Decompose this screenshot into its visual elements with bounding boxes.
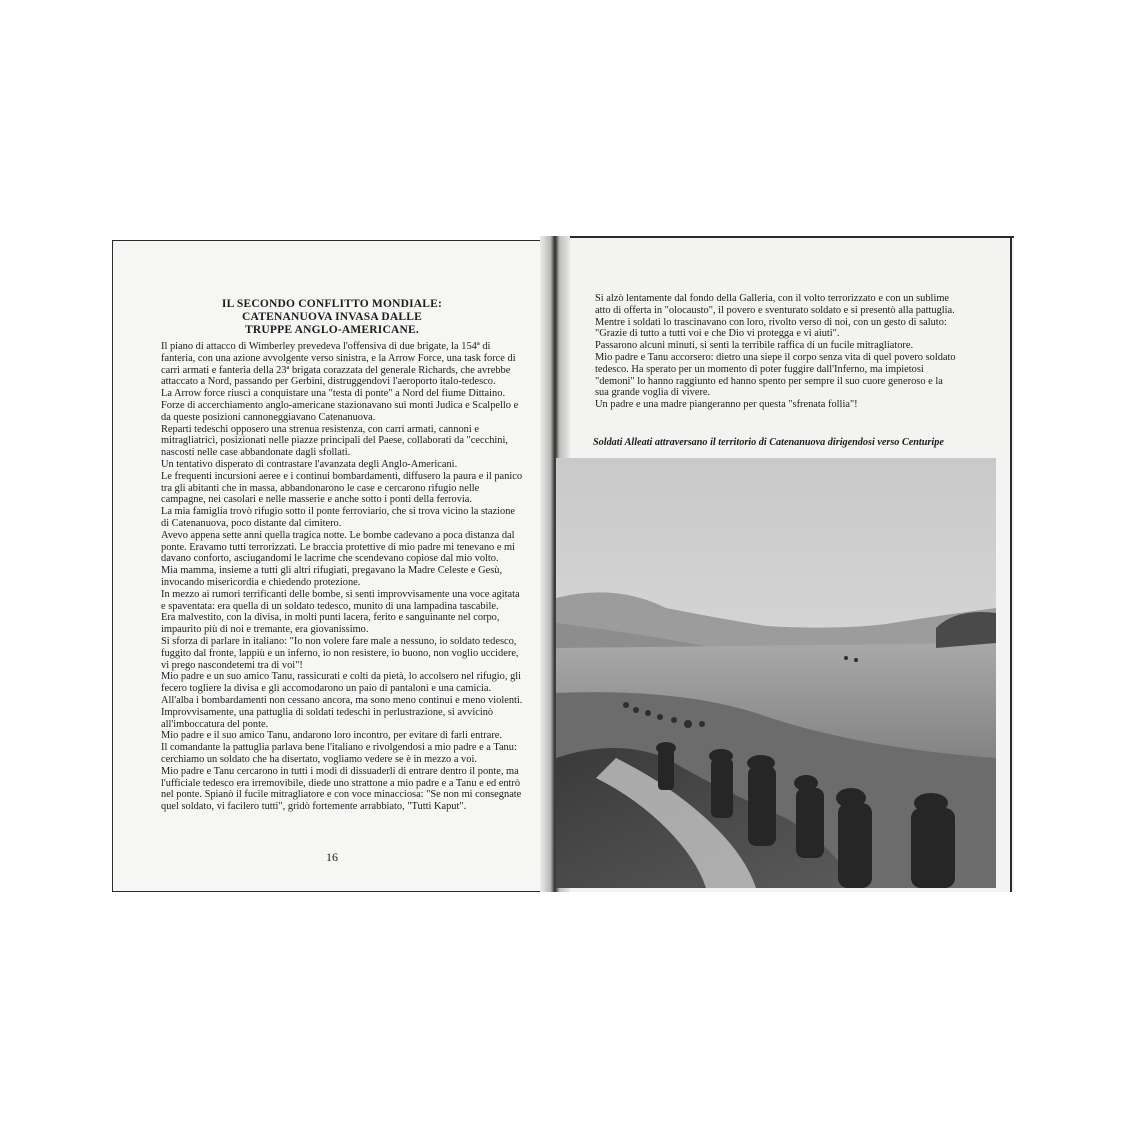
- page-edge: [552, 236, 1014, 238]
- text-line: quel soldato, vi facilero tutti", gridò fortemente arrabbiato, "Tutti Kaput".: [161, 801, 467, 813]
- text-line: tedesco. Ha sperato per un momento di poter fuggire dall'Inferno, ma impietosi: [595, 363, 924, 375]
- text-line: La mia famiglia trovò rifugio sotto il ponte ferroviario, che si trova vicino la stazione: [161, 506, 516, 518]
- text-line: "demoni" lo hanno raggiunto ed hanno spento per sempre il suo cuore generoso e la: [595, 375, 943, 387]
- chapter-title-line: CATENANUOVA INVASA DALLE: [242, 311, 422, 323]
- chapter-title-line: IL SECONDO CONFLITTO MONDIALE:: [221, 298, 443, 310]
- text-line: Si sforza di parlare in italiano: "Io non volere fare male a nessuno, io soldato tedesco,: [161, 636, 517, 647]
- text-line: Mio padre e Tanu accorsero: dietro una siepe il corpo senza vita di quel povero soldato: [595, 352, 956, 363]
- text-line: Si alzò lentamente dal fondo della Galleria, con il volto terrorizzato e con un sublime: [595, 293, 950, 304]
- text-line: Le frequenti incursioni aeree e i continui bombardamenti, diffusero la paura e il panico: [161, 470, 523, 482]
- text-line: Il piano di attacco di Wimberley prevedeva l'offensiva di due brigate, la 154ª di: [161, 341, 491, 352]
- text-line: invocando misericordia e chiedendo protezione.: [161, 577, 361, 588]
- text-line: Reparti tedeschi opposero una strenua resistenza, con carri armati, cannoni e: [161, 423, 479, 435]
- page-number: 16: [326, 850, 338, 864]
- text-line: ponte. Eravamo tutti terrorizzati. Le braccia protettive di mio padre mi tenevano e mi: [161, 541, 516, 553]
- text-line: l'ufficiale tedesco era irremovibile, diede uno strattone a mio padre e a Tanu e ed entrò: [161, 777, 521, 789]
- text-line: Un padre e una madre piangeranno per questa "sfrenata follia"!: [595, 399, 858, 411]
- text-line: fanteria, con una azione avvolgente verso sinistra, e la Arrow Force, una task force di: [161, 352, 516, 364]
- page-edge: [1010, 236, 1012, 892]
- text-line: vi prego nascondetemi tra di voi"!: [161, 659, 303, 671]
- text-line: fuggito dal fronte, lappiù e un inferno, io non resistere, io buono, non voglio uccidere,: [161, 647, 519, 659]
- text-line: In mezzo ai rumori terrificanti delle bombe, si sentì improvvisamente una voce agitata: [161, 588, 520, 600]
- photo-caption: Soldati Alleati attraversano il territorio di Catenanuova dirigendosi verso Centuripe: [593, 437, 944, 448]
- text-line: nascosti nelle case abbandonate dagli sfollati.: [161, 447, 351, 459]
- text-line: atto di offerta in "olocausto", il povero e sventurato soldato e si presentò alla pattuglia.: [595, 304, 955, 316]
- text-line: carri armati e fanteria della 23ª brigata corazzata del generale Richards, che avrebbe: [161, 364, 511, 376]
- text-line: Era malvestito, con la divisa, in molti punti lacera, ferito e sanguinante nel corpo,: [161, 612, 500, 624]
- text-line: di Catenanuova, poco distante dal cimitero.: [161, 518, 342, 529]
- text-line: Mio padre e il suo amico Tanu, andarono loro incontro, per evitare di farli entrare.: [161, 730, 502, 742]
- text-line: nel ponte. Spianò il fucile mitragliatore e con voce minacciosa: "Se non mi consegnate: [161, 789, 522, 801]
- text-line: fecero togliere la divisa e gli accomodarono un paio di pantaloni e una camicia.: [161, 683, 492, 695]
- text-line: attaccato a Nord, passando per Gerbini, distruggendovi l'aeroporto italo-tedesco.: [161, 376, 496, 388]
- text-line: impaurito più di noi e tremante, era giovanissimo.: [161, 624, 369, 636]
- text-line: Il comandante la pattuglia parlava bene l'italiano e rivolgendosi a mio padre e a Tanu:: [161, 742, 517, 754]
- text-line: cerchiamo un soldato che ha disertato, vogliamo vedere se è in mezzo a voi.: [161, 754, 477, 765]
- text-line: Mio padre e Tanu cercarono in tutti i modi di dissuaderli di entrare dentro il ponte, ma: [161, 765, 519, 777]
- text-line: all'imboccatura del ponte.: [161, 718, 269, 730]
- text-line: tra gli abitanti che in massa, abbandonarono le case e cercarono rifugio nelle: [161, 482, 480, 494]
- text-line: Forze di accerchiamento anglo-americane stazionavano sui monti Judica e Scalpello e: [161, 400, 519, 411]
- text-line: Mio padre e un suo amico Tanu, rassicurati e colti da pietà, lo accolsero nel rifugio, gli: [161, 671, 522, 683]
- text-line: campagne, nei casolari e nelle masserie e anche sotto i ponti della ferrovia.: [161, 494, 473, 506]
- text-line: davano conforto, asciugandomi le lacrime che scendevano copiose dal mio volto.: [161, 553, 499, 565]
- text-line: "Grazie di tutto a tutti voi e che Dio vi protegga e vi aiuti".: [595, 328, 840, 340]
- text-line: Mentre i soldati lo trascinavano con loro, rivolto verso di noi, con un gesto di saluto:: [595, 316, 947, 328]
- text-line: mitragliatrici, posizionati nelle piazze principali del Paese, collaborati da "cecchini,: [161, 435, 508, 447]
- text-line: All'alba i bombardamenti non cessano ancora, ma sono meno continui e meno violenti.: [161, 695, 523, 706]
- text-line: La Arrow force riuscì a conquistare una "testa di ponte" a Nord del fiume Dittaino.: [161, 388, 506, 400]
- text-line: Improvvisamente, una pattuglia di soldati tedeschi in perlustrazione, si avvicinò: [161, 706, 494, 718]
- text-line: Mia mamma, insieme a tutti gli altri rifugiati, pregavano la Madre Celeste e Gesù,: [161, 565, 503, 577]
- text-line: Avevo appena sette anni quella tragica notte. Le bombe cadevano a poca distanza dal: [161, 529, 515, 541]
- chapter-title-line: TRUPPE ANGLO-AMERICANE.: [245, 324, 419, 336]
- text-line: da queste posizioni cannoneggiavano Catenanuova.: [161, 411, 376, 423]
- landscape-photo: [556, 458, 996, 888]
- text-line: sua grande voglia di vivere.: [595, 387, 711, 399]
- text-line: e spaventata: era quella di un soldato tedesco, munito di una lampadina tascabile.: [161, 600, 499, 612]
- text-line: Un tentativo disperato di contrastare l'avanzata degli Anglo-Americani.: [161, 459, 458, 470]
- text-line: Passarono alcuni minuti, si sentì la terribile raffica di un fucile mitragliatore.: [595, 340, 914, 352]
